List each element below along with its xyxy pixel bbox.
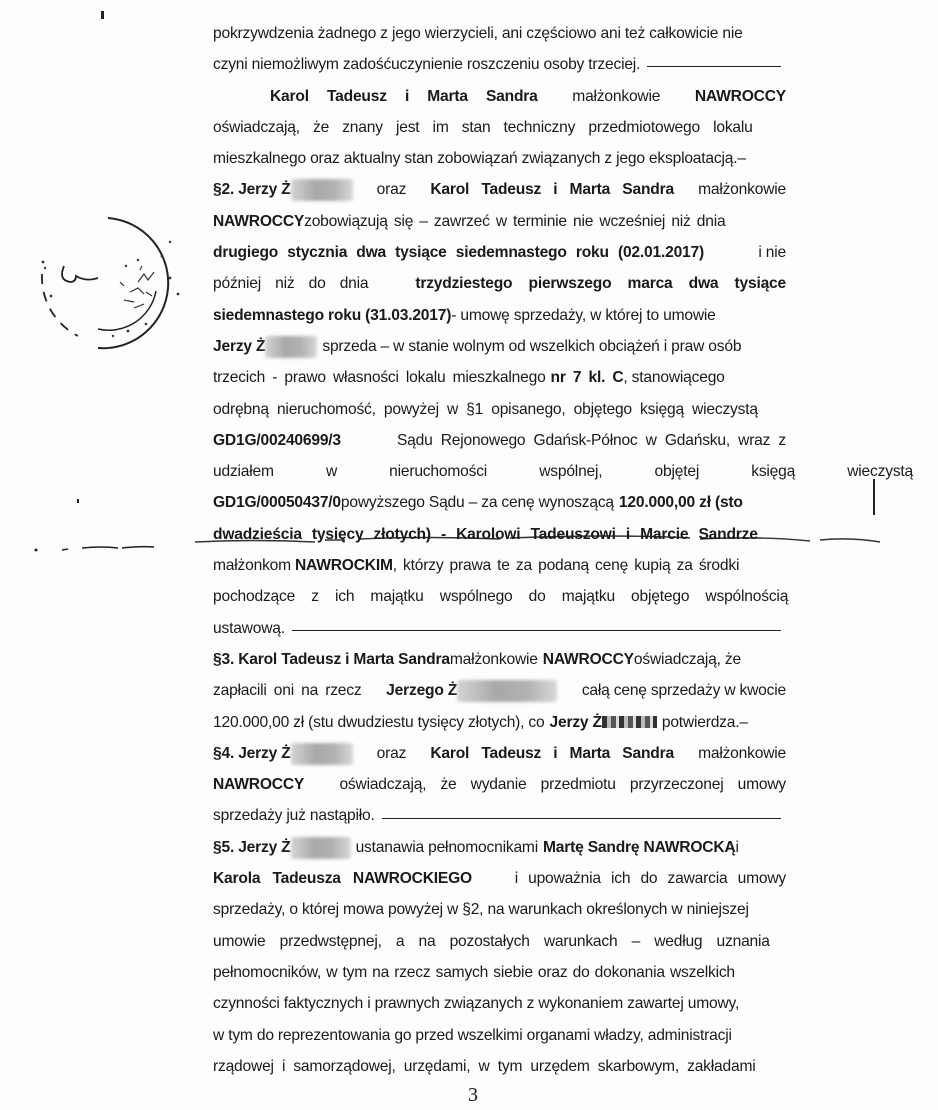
paragraph-4-start: §4. Jerzy Ż oraz Karol Tadeusz i Marta Sandra małżonkowie xyxy=(213,738,786,769)
text-line: oświadczają, że znany jest im stan techniczny przedmiotowego lokalu xyxy=(213,118,753,136)
text-line: trzecich - prawo własności lokalu mieszkalnego nr 7 kl. C , stanowiącego xyxy=(213,369,725,387)
redacted-surname xyxy=(291,837,351,859)
text-line: czyni niemożliwym zadośćuczynienie roszczeniu osoby trzeciej. xyxy=(213,49,786,80)
text-line: Karol Tadeusz i Marta Sandra małżonkowie NAWROCCY xyxy=(270,87,786,105)
text-line: pochodzące z ich majątku wspólnego do majątku objętego wspólnością xyxy=(213,588,789,606)
text-line: udziałem w nieruchomości wspólnej, objętej księgą wieczystą xyxy=(213,463,914,481)
text-line: Karola Tadeusza NAWROCKIEGO i upoważnia ich do zawarcia umowy xyxy=(213,870,786,888)
redacted-surname xyxy=(457,680,557,702)
text-line: GD1G/00240699/3 Sądu Rejonowego Gdańsk-Północ w Gdańsku, wraz z xyxy=(213,431,786,449)
fill-dash-line xyxy=(382,818,781,819)
redacted-surname xyxy=(291,743,353,765)
text-line: siedemnastego roku (31.03.2017) - umowę sprzedaży, w której to umowie xyxy=(213,306,716,324)
text-line: rządowej i samorządowej, urzędami, w tym urzędem skarbowym, zakładami xyxy=(213,1057,756,1075)
text-line: mieszkalnego oraz aktualny stan zobowiązań związanych z jego eksploatacją.– xyxy=(213,150,746,168)
text-line: sprzedaży już nastąpiło. xyxy=(213,800,786,831)
text-line: odrębną nieruchomość, powyżej w §1 opisanego, objętego księgą wieczystą xyxy=(213,400,758,418)
text-line: małżonkom NAWROCKIM , którzy prawa te za podaną cenę kupią za środki xyxy=(213,557,740,575)
text-line: Jerzy Ż sprzeda – w stanie wolnym od wszelkich obciążeń i praw osób xyxy=(213,331,786,362)
scan-speck xyxy=(77,499,79,503)
paragraph-2-start: §2. Jerzy Ż oraz Karol Tadeusz i Marta Sandra małżonkowie xyxy=(213,174,786,205)
paragraph-3-start: §3. Karol Tadeusz i Marta Sandra małżonkowie NAWROCCY oświadczają, że xyxy=(213,650,741,668)
text-line: ustawową. xyxy=(213,613,786,644)
official-seal-stamp-icon xyxy=(28,196,188,356)
redacted-surname xyxy=(602,716,657,728)
document-body xyxy=(213,18,914,1082)
page-number: 3 xyxy=(468,1084,478,1106)
text-line: pokrzywdzenia żadnego z jego wierzycieli, ani częściowo ani też całkowicie nie xyxy=(213,25,743,42)
text-line: pełnomocników, w tym na rzecz samych siebie oraz do dokonania wszelkich xyxy=(213,963,735,981)
margin-pen-mark xyxy=(30,540,160,560)
text-line: NAWROCCY zobowiązują się – zawrzeć w terminie nie wcześniej niż dnia xyxy=(213,212,726,230)
text-line: GD1G/00050437/0 powyższego Sądu – za cenę wynoszącą 120.000,00 zł (sto xyxy=(213,494,743,512)
text-line: później niż do dnia trzydziestego pierwszego marca dwa tysiące xyxy=(213,275,786,293)
text-line: czynności faktycznych i prawnych związanych z wykonaniem zawartej umowy, xyxy=(213,995,740,1013)
redacted-surname xyxy=(265,336,317,358)
scan-speck xyxy=(101,11,104,19)
fill-dash-line xyxy=(647,66,781,67)
text-line: w tym do reprezentowania go przed wszelkimi organami władzy, administracji xyxy=(213,1026,732,1044)
text-line: 120.000,00 zł (stu dwudziestu tysięcy złotych), co Jerzy Ż potwierdza.– xyxy=(213,713,748,731)
text-line: sprzedaży, o której mowa powyżej w §2, na warunkach określonych w niniejszej xyxy=(213,901,749,919)
text-line: dwadzieścia tysięcy złotych) - Karolowi Tadeuszowi i Marcie Sandrze xyxy=(213,525,758,543)
paragraph-5-start: §5. Jerzy Ż ustanawia pełnomocnikami Martę Sandrę NAWROCKĄ i xyxy=(213,832,786,863)
text-line: zapłacili oni na rzecz Jerzego Ż całą cenę sprzedaży w kwocie xyxy=(213,675,786,706)
text-line: drugiego stycznia dwa tysiące siedemnastego roku (02.01.2017) i nie xyxy=(213,244,786,262)
text-line: umowie przedwstępnej, a na pozostałych warunkach – według uznania xyxy=(213,932,770,950)
text-line: NAWROCCY oświadczają, że wydanie przedmiotu przyrzeczonej umowy xyxy=(213,776,786,794)
redacted-surname xyxy=(291,179,353,201)
fill-dash-line xyxy=(292,630,781,631)
